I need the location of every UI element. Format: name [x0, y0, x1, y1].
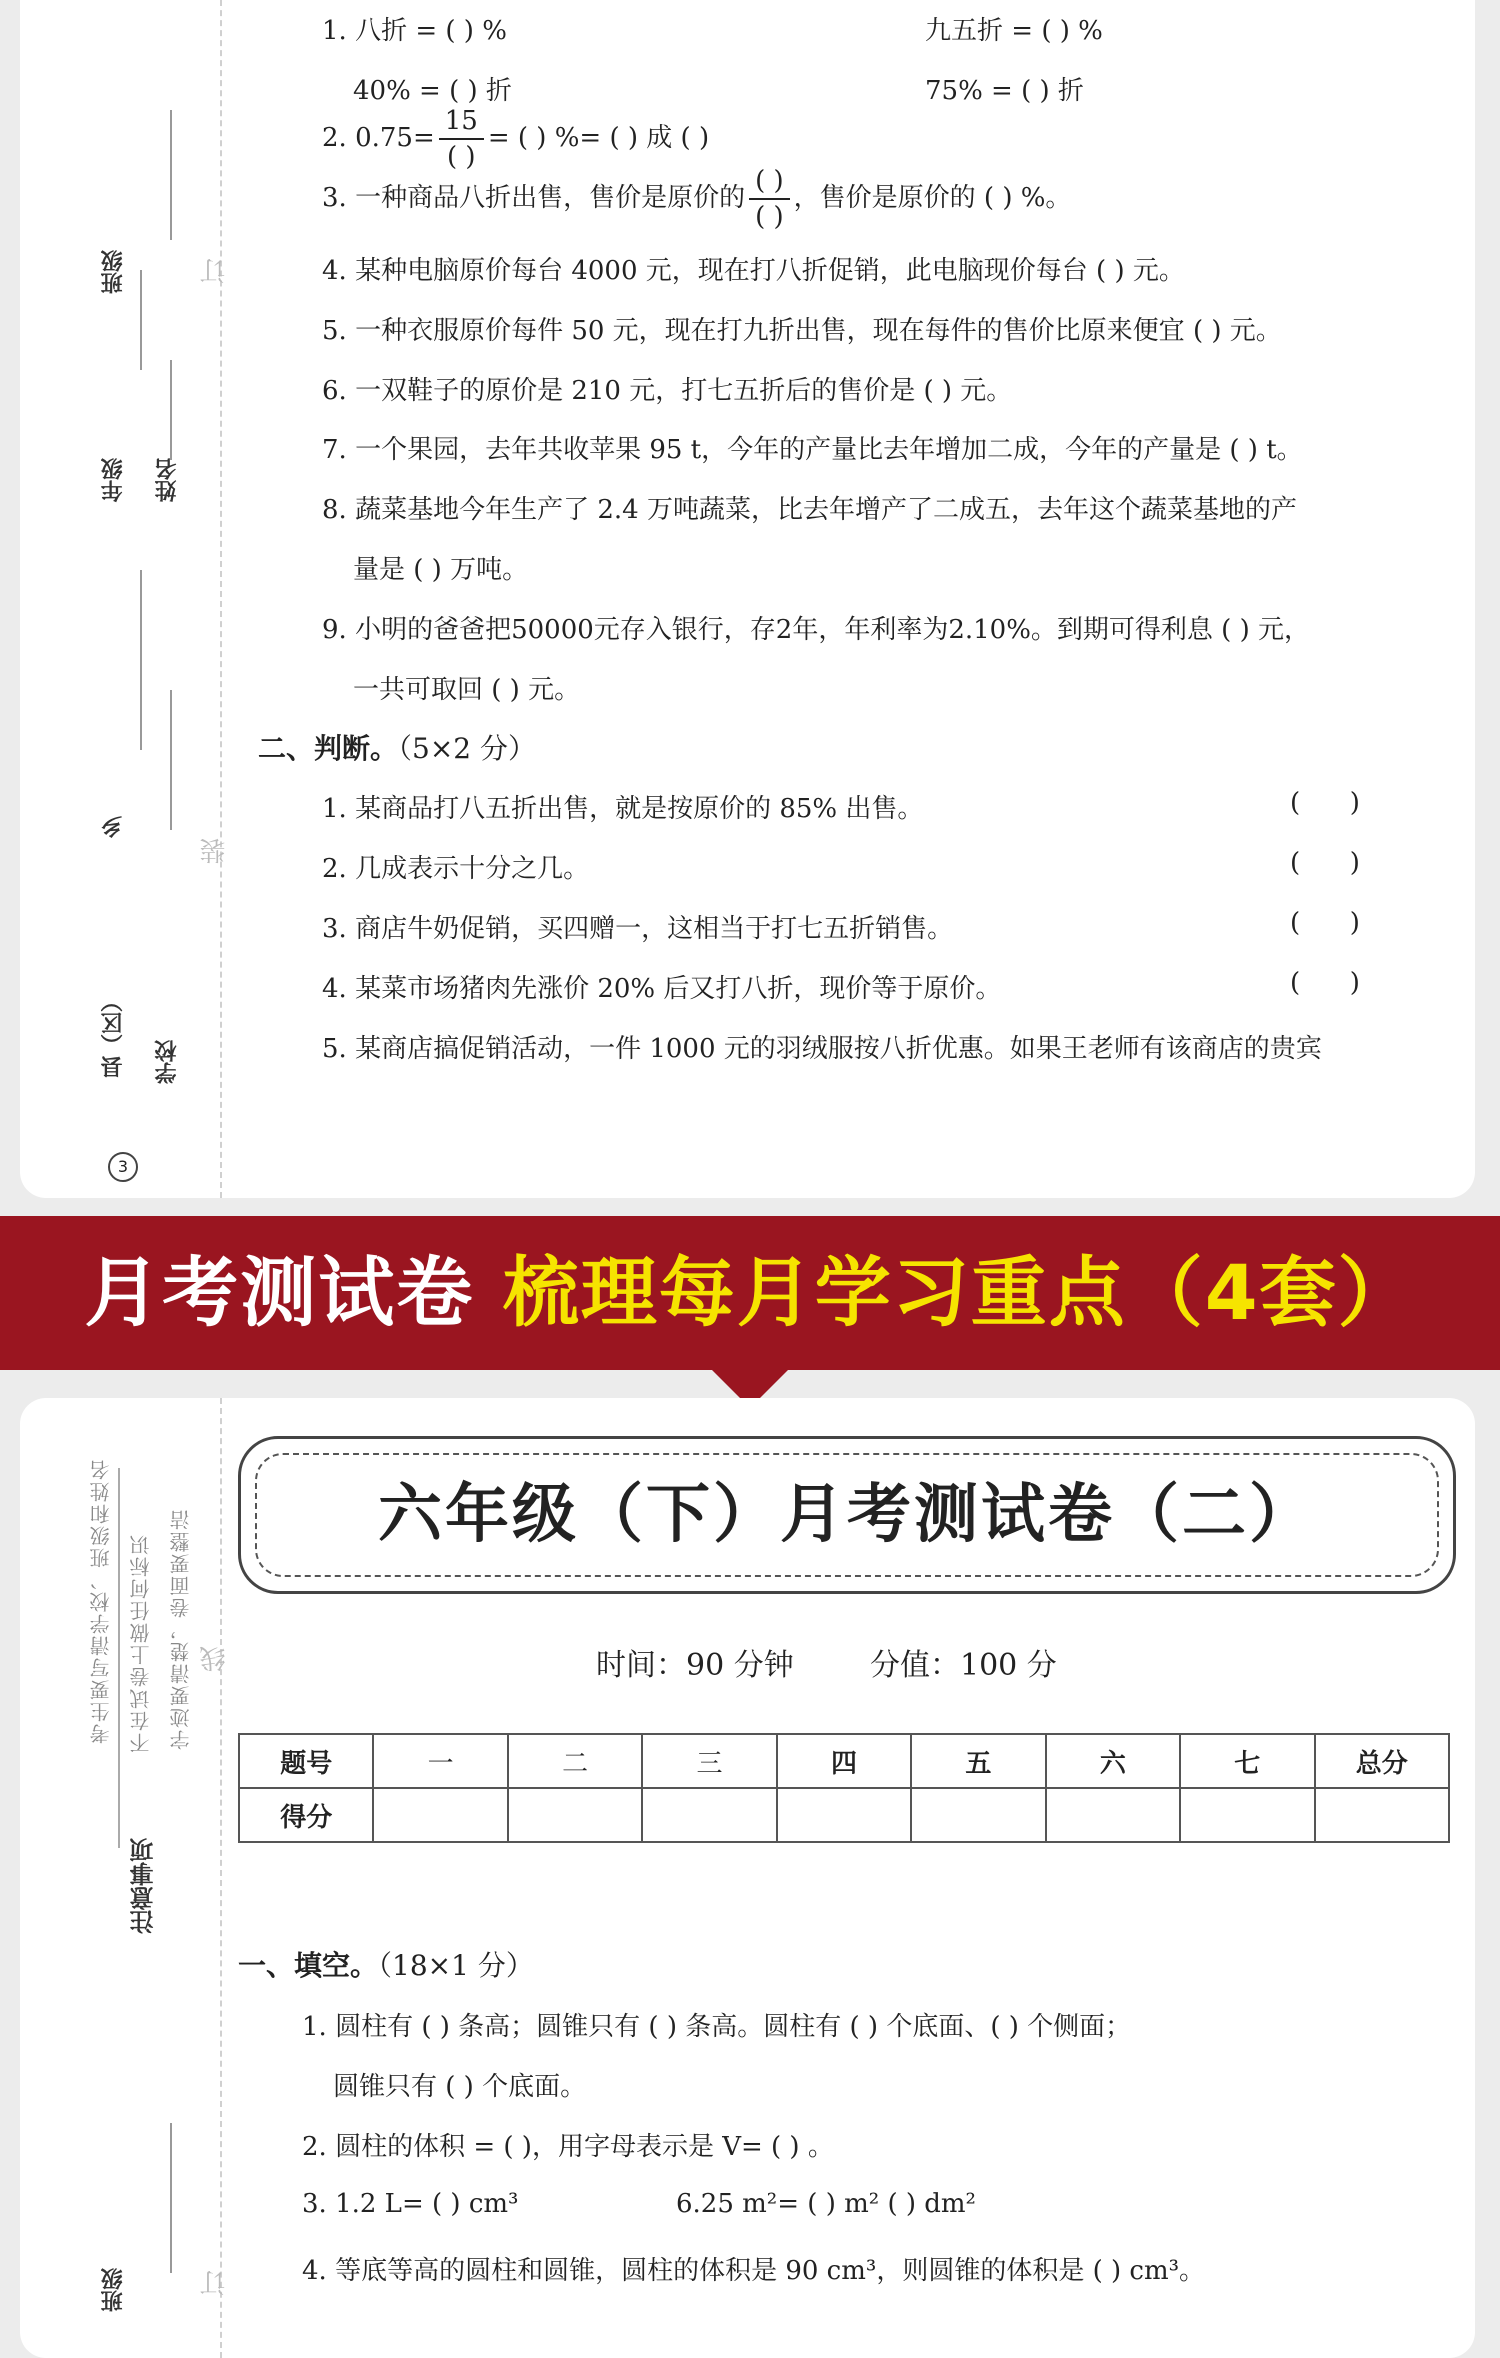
fill-line — [140, 270, 142, 370]
question-9b: 一共可取回 ( ) 元。 — [353, 675, 581, 705]
score-table — [238, 1733, 1450, 1843]
banner-text — [0, 1216, 1500, 1370]
fill-question-1a: 1. 圆柱有 ( ) 条高；圆锥只有 ( ) 条高。圆柱有 ( ) 个底面、( ) 个侧面； — [302, 2012, 1132, 2042]
section-1-title — [238, 1944, 534, 1984]
exam-page-top — [20, 0, 1475, 1198]
answer-paren: ( ) — [1290, 908, 1360, 938]
fill-line — [170, 690, 172, 830]
fold-mark: 订 — [200, 258, 230, 284]
fill-question-2: 2. 圆柱的体积 = ( )，用字母表示是 V= ( ) 。 — [302, 2132, 834, 2162]
question-6: 6. 一双鞋子的原价是 210 元，打七五折后的售价是 ( ) 元。 — [322, 376, 1013, 406]
score-cell[interactable] — [373, 1788, 507, 1842]
question-3-prefix: 3. 一种商品八折出售，售价是原价的 — [322, 183, 746, 213]
score-header-cell: 一 — [373, 1734, 507, 1788]
question-1d: 75% = ( ) 折 — [925, 76, 1084, 106]
section-2-title — [258, 727, 536, 767]
judge-item-3: 3. 商店牛奶促销，买四赠一，这相当于打七五折销售。 — [322, 914, 954, 944]
fold-mark: 装 — [200, 838, 230, 864]
section-1-label: 一、填空。 — [238, 1949, 379, 1982]
page-number: 3 — [108, 1152, 138, 1182]
score-cell[interactable] — [911, 1788, 1045, 1842]
question-5: 5. 一种衣服原价每件 50 元，现在打九折出售，现在每件的售价比原来便宜 ( ) 元。 — [322, 316, 1282, 346]
section-1-points: （18×1 分） — [378, 1949, 534, 1982]
fraction — [749, 168, 790, 230]
question-4: 4. 某种电脑原价每台 4000 元，现在打八折促销，此电脑现价每台 ( ) 元。 — [322, 256, 1185, 286]
score-row-label: 得分 — [239, 1788, 373, 1842]
notice-line-3: 字迹要清楚，卷面要整洁 — [169, 1508, 193, 1750]
fraction — [439, 108, 484, 170]
fold-mark: 订 — [200, 2270, 230, 2296]
score-cell[interactable] — [1046, 1788, 1180, 1842]
banner-text-highlight: 梳理每月学习重点（4套） — [502, 1248, 1416, 1337]
score-cell[interactable] — [777, 1788, 911, 1842]
name-label: 姓名 — [155, 458, 180, 502]
fold-mark: 线 — [200, 1646, 230, 1672]
judge-item-2: 2. 几成表示十分之几。 — [322, 854, 590, 884]
school-label: 学校 — [155, 1040, 180, 1084]
question-1b: 九五折 = ( ) % — [925, 16, 1103, 46]
grade-label: 年级 — [101, 458, 126, 502]
township-label: 乡 — [101, 816, 126, 838]
fraction-denominator: ( ) — [755, 202, 784, 232]
title-frame — [238, 1436, 1456, 1594]
question-2-prefix: 2. 0.75= — [322, 123, 435, 153]
question-3 — [322, 168, 1071, 230]
notice-line-1: 考生要写清学校、班级和姓名 — [89, 1458, 113, 1744]
fill-line — [140, 570, 142, 750]
fraction-numerator: ( ) — [749, 168, 790, 200]
fill-question-3a: 3. 1.2 L= ( ) cm³ — [302, 2189, 519, 2219]
fraction-numerator: 15 — [439, 108, 484, 140]
score-header-cell: 总分 — [1315, 1734, 1450, 1788]
question-8b: 量是 ( ) 万吨。 — [353, 555, 529, 585]
fill-question-3b: 6.25 m²= ( ) m² ( ) dm² — [676, 2189, 976, 2219]
notice-bracket — [118, 1468, 120, 1848]
score-table-score-row — [239, 1788, 1449, 1842]
banner-text-white: 月考测试卷 — [84, 1248, 475, 1337]
question-3-suffix: ，售价是原价的 ( ) %。 — [793, 183, 1072, 213]
score-header-cell: 三 — [642, 1734, 776, 1788]
answer-paren: ( ) — [1290, 788, 1360, 818]
section-2-points: （5×2 分） — [398, 732, 537, 765]
score-header-cell: 题号 — [239, 1734, 373, 1788]
exam-info: 时间：90 分钟 分值：100 分 — [596, 1648, 1057, 1683]
question-2 — [322, 108, 709, 170]
question-9a: 9. 小明的爸爸把50000元存入银行，存2年，年利率为2.10%。到期可得利息 ( ) 元， — [322, 615, 1311, 645]
binding-dashed-line — [220, 1398, 222, 2358]
question-1a: 1. 八折 = ( ) % — [322, 16, 507, 46]
fraction-denominator: ( ) — [447, 142, 476, 172]
fill-line — [170, 2123, 172, 2273]
county-label: 县（区） — [101, 990, 126, 1078]
answer-paren: ( ) — [1290, 968, 1360, 998]
notice-title: 注意事项 — [130, 1838, 158, 1934]
question-8a: 8. 蔬菜基地今年生产了 2.4 万吨蔬菜，比去年增产了二成五，去年这个蔬菜基地的产 — [322, 495, 1297, 525]
score-header-cell: 六 — [1046, 1734, 1180, 1788]
answer-paren: ( ) — [1290, 848, 1360, 878]
score-header-cell: 五 — [911, 1734, 1045, 1788]
notice-line-2: 不在试卷上做任何标识 — [129, 1533, 153, 1753]
question-2-suffix: = ( ) %= ( ) 成 ( ) — [487, 123, 710, 153]
question-7: 7. 一个果园，去年共收苹果 95 t，今年的产量比去年增加二成，今年的产量是 ( ) t。 — [322, 435, 1303, 465]
fill-question-4: 4. 等底等高的圆柱和圆锥，圆柱的体积是 90 cm³，则圆锥的体积是 ( ) cm³。 — [302, 2256, 1206, 2286]
score-header-cell: 七 — [1180, 1734, 1314, 1788]
question-1c: 40% = ( ) 折 — [353, 76, 512, 106]
class-label: 班级 — [101, 2268, 126, 2312]
binding-dashed-line — [220, 0, 222, 1198]
score-cell[interactable] — [1180, 1788, 1314, 1842]
judge-item-1: 1. 某商品打八五折出售，就是按原价的 85% 出售。 — [322, 794, 924, 824]
score-cell[interactable] — [508, 1788, 642, 1842]
class-label: 班级 — [101, 250, 126, 294]
fill-line — [170, 360, 172, 460]
section-2-label: 二、判断。 — [258, 732, 399, 765]
score-table-header-row — [239, 1734, 1449, 1788]
judge-item-4: 4. 某菜市场猪肉先涨价 20% 后又打八折，现价等于原价。 — [322, 974, 1002, 1004]
exam-title: 六年级（下）月考测试卷（二） — [378, 1477, 1316, 1552]
score-cell[interactable] — [1315, 1788, 1450, 1842]
fill-question-1b: 圆锥只有 ( ) 个底面。 — [333, 2072, 587, 2102]
score-header-cell: 二 — [508, 1734, 642, 1788]
fill-line — [170, 110, 172, 240]
score-header-cell: 四 — [777, 1734, 911, 1788]
judge-item-5: 5. 某商店搞促销活动，一件 1000 元的羽绒服按八折优惠。如果王老师有该商店的贵宾 — [322, 1034, 1322, 1064]
score-cell[interactable] — [642, 1788, 776, 1842]
